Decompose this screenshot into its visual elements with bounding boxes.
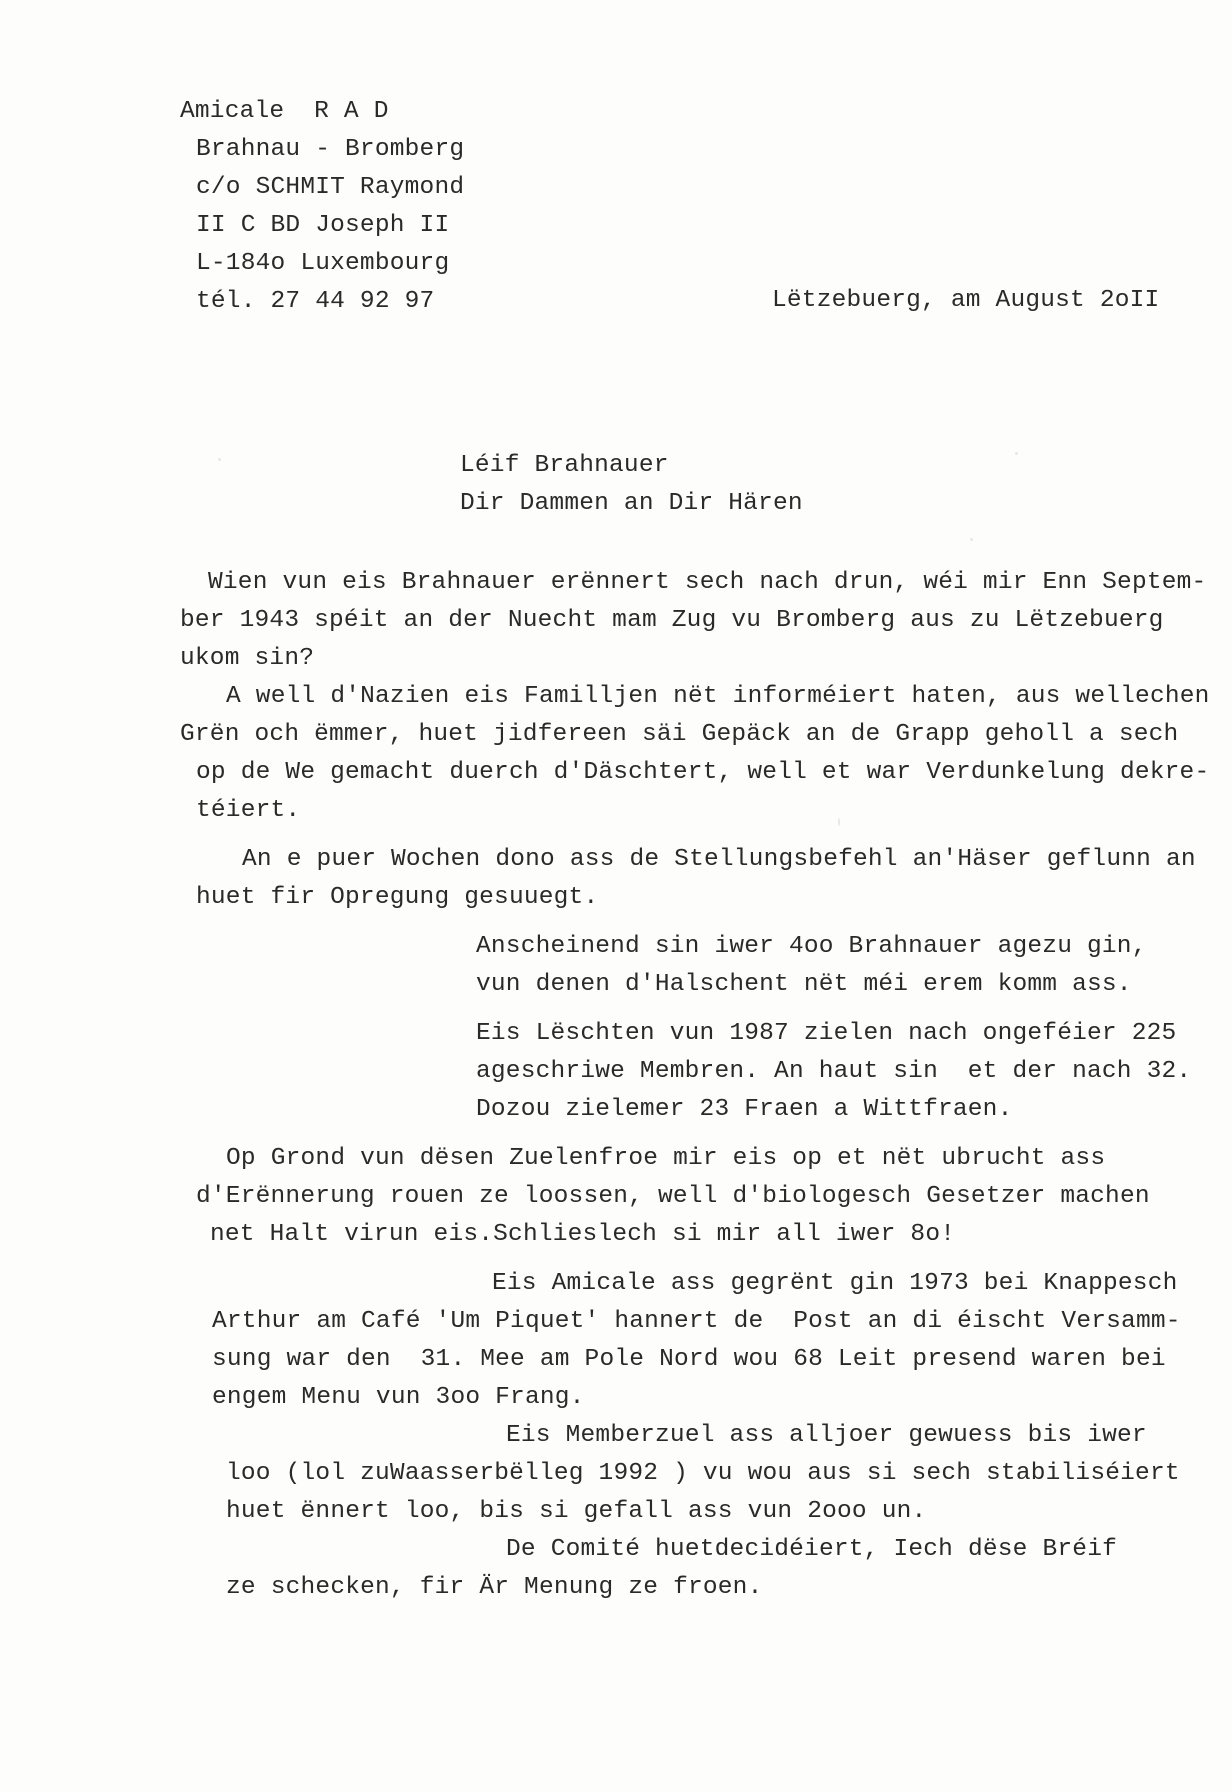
body-line: Grën och ëmmer, huet jidfereen säi Gepäck an de Grapp geholl a sech	[180, 721, 1179, 748]
body-line: ukom sin?	[180, 645, 315, 672]
body-line: téiert.	[196, 797, 301, 824]
salutation-line-2: Dir Dammen an Dir Hären	[460, 490, 803, 517]
body-line: vun denen d'Halschent nët méi erem komm ass.	[476, 971, 1132, 998]
body-line: Arthur am Café 'Um Piquet' hannert de Post an di éischt Versamm-	[212, 1308, 1181, 1335]
body-line: Op Grond vun dësen Zuelenfroe mir eis op et nët ubrucht ass	[226, 1145, 1106, 1172]
sender-phone: tél. 27 44 92 97	[196, 288, 435, 315]
body-line: Eis Lëschten vun 1987 zielen nach ongeféier 225	[476, 1020, 1177, 1047]
sender-name: Brahnau - Bromberg	[196, 136, 465, 163]
body-line: Anscheinend sin iwer 4oo Brahnauer agezu gin,	[476, 933, 1147, 960]
body-line: An e puer Wochen dono ass de Stellungsbefehl an'Häser geflunn an	[242, 846, 1196, 873]
body-line: loo (lol zuWaasserbëlleg 1992 ) vu wou aus si sech stabiliséiert	[226, 1460, 1180, 1487]
body-line: Wien vun eis Brahnauer erënnert sech nach drun, wéi mir Enn Septem-	[208, 569, 1207, 596]
body-line: ber 1943 spéit an der Nuecht mam Zug vu Bromberg aus zu Lëtzebuerg	[180, 607, 1164, 634]
body-line: net Halt virun eis.Schlieslech si mir all iwer 8o!	[210, 1221, 956, 1248]
scan-speck	[838, 818, 840, 826]
sender-street: II C BD Joseph II	[196, 212, 450, 239]
scan-speck	[1015, 452, 1018, 455]
body-line: d'Erënnerung rouen ze loossen, well d'biologesch Gesetzer machen	[196, 1183, 1150, 1210]
scan-speck	[970, 538, 973, 541]
body-line: Eis Amicale ass gegrënt gin 1973 bei Knappesch	[492, 1270, 1178, 1297]
body-line: ageschriwe Membren. An haut sin et der nach 32.	[476, 1058, 1192, 1085]
sender-org: Amicale R A D	[180, 98, 389, 125]
body-line: Dozou zielemer 23 Fraen a Wittfraen.	[476, 1096, 1013, 1123]
body-line: huet fir Opregung gesuuegt.	[196, 884, 599, 911]
body-line: op de We gemacht duerch d'Däschtert, well et war Verdunkelung dekre-	[196, 759, 1210, 786]
sender-care-of: c/o SCHMIT Raymond	[196, 174, 465, 201]
body-line: Eis Memberzuel ass alljoer gewuess bis iwer	[506, 1422, 1147, 1449]
letter-date: Lëtzebuerg, am August 2oII	[772, 287, 1160, 314]
body-line: A well d'Nazien eis Familljen nët informéiert haten, aus wellechen	[226, 683, 1210, 710]
sender-city: L-184o Luxembourg	[196, 250, 450, 277]
scan-speck	[218, 458, 221, 461]
body-line: ze schecken, fir Är Menung ze froen.	[226, 1574, 763, 1601]
body-line: engem Menu vun 3oo Frang.	[212, 1384, 585, 1411]
body-line: huet ënnert loo, bis si gefall ass vun 2ooo un.	[226, 1498, 927, 1525]
body-line: sung war den 31. Mee am Pole Nord wou 68 Leit presend waren bei	[212, 1346, 1166, 1373]
salutation-line-1: Léif Brahnauer	[460, 452, 669, 479]
body-line: De Comité huetdecidéiert, Iech dëse Bréif	[506, 1536, 1117, 1563]
